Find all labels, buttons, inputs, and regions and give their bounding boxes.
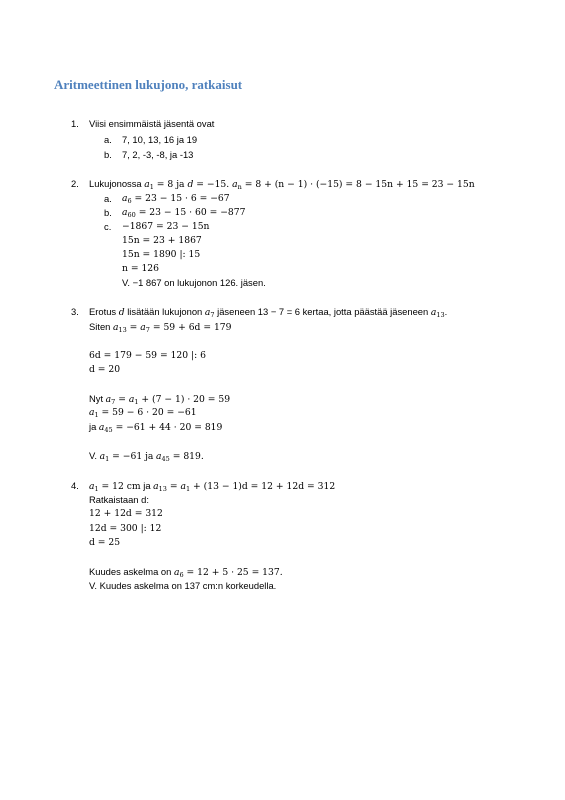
q3-l7b: = −61 + 44 · 20 = 819: [115, 422, 223, 433]
q2-c1: −1867 = 23 − 15n: [122, 221, 210, 232]
q1-b-label: b.: [104, 149, 112, 160]
q3-l1b: lisätään lukujonon: [127, 306, 203, 317]
q4-line1: $a_1 = 12$ cm ja $a_{13} = a_1 + (13 - 1)d = 12 + 12d = 312$: [89, 480, 336, 493]
q4-l1b: ja: [143, 480, 151, 491]
q3-l2b: = 59 + 6d = 179: [152, 322, 232, 333]
q3-line2: Siten $a_{13} = a_7 = 59 + 6d = 179$: [89, 321, 232, 334]
q4-l6b: = 12 + 5 · 25 = 137.: [186, 567, 283, 578]
q4-line7: V. Kuudes askelma on 137 cm:n korkeudella.: [89, 580, 277, 591]
q2-c4: n = 126: [122, 263, 159, 274]
q3-l8c: = 819.: [172, 451, 204, 462]
q1-text: Viisi ensimmäistä jäsentä ovat: [89, 118, 215, 129]
q2-b-label: b.: [104, 207, 112, 218]
q2-c5: V. −1 867 on lukujonon 126. jäsen.: [122, 277, 266, 288]
q2-given: $a_1 = 8$ ja d = −15. $a_n$: [144, 179, 242, 191]
q4-line2: Ratkaistaan d:: [89, 494, 149, 505]
q2-line: [89, 178, 475, 191]
q2-c2: 15n = 23 + 1867: [122, 235, 202, 246]
q3-l8b: = −61 ja: [112, 451, 154, 462]
page-title: Aritmeettinen lukujono, ratkaisut: [54, 77, 243, 92]
q2-a-line: $a_6 = 23 - 15 \cdot 6 = -67$: [122, 193, 230, 205]
q3-line1: Erotus d lisätään lukujonon $a_7$ jäseneen 13 − 7 = 6 kertaa, jotta päästää jäseneen $a_{13}$.: [89, 306, 448, 319]
q2-a-eq: = 23 − 15 · 6 = −67: [134, 193, 230, 204]
q1-number: 1.: [71, 118, 79, 129]
q2-formula: = 8 + (n − 1) · (−15) = 8 − 15n + 15 = 23 − 15n: [244, 179, 475, 190]
q4-line3: 12 + 12d = 312: [89, 508, 163, 519]
q3-l1c: jäseneen 13 − 7 = 6 kertaa, jotta päästää jäseneen: [217, 306, 429, 317]
q3-number: 3.: [71, 306, 79, 317]
q4-l6a: Kuudes askelma on: [89, 566, 172, 577]
q3-line8: V. $a_1 = -61$ ja $a_{45} = 819$.: [89, 450, 204, 463]
q1-a-label: a.: [104, 134, 112, 145]
q1-a-text: 7, 10, 13, 16 ja 19: [122, 134, 198, 145]
q3-l5b: + (7 − 1) · 20 = 59: [141, 394, 231, 405]
q2-c-label: c.: [104, 221, 112, 232]
q4-l1a: = 12 cm: [101, 481, 141, 492]
q3-line7: ja $a_{45} = -61 + 44 \cdot 20 = 819$: [89, 421, 223, 434]
q4-number: 4.: [71, 480, 79, 491]
q2-intro: Lukujonossa: [89, 178, 142, 189]
q3-a7: $a_7$: [204, 307, 215, 319]
q1-b-text: 7, 2, -3, -8, ja -13: [122, 149, 194, 160]
q4-line4: 12d = 300 |: 12: [89, 523, 162, 534]
q3-l8a: V.: [89, 450, 97, 461]
q3-l1a: Erotus: [89, 306, 117, 317]
q3-a13: $a_{13}$: [430, 307, 445, 319]
q2-number: 2.: [71, 178, 79, 189]
q4-line5: d = 25: [89, 537, 121, 548]
q3-d: d: [118, 307, 125, 318]
q3-l5a: Nyt: [89, 393, 104, 404]
q3-line6: $a_1 = 59 - 6 \cdot 20 = -61$: [89, 407, 197, 419]
q3-line5: Nyt $a_7 = a_1 + (7 - 1) \cdot 20 = 59$: [89, 393, 231, 406]
q2-c3: 15n = 1890 |: 15: [122, 249, 201, 260]
q3-line3: 6d = 179 − 59 = 120 |: 6: [89, 350, 206, 361]
q3-l6: = 59 − 6 · 20 = −61: [101, 407, 197, 418]
q3-line4: d = 20: [89, 364, 121, 375]
q4-l1c: + (13 − 1)d = 12 + 12d = 312: [193, 481, 336, 492]
q4-line6: Kuudes askelma on $a_6 = 12 + 5 \cdot 25 = 137$.: [89, 566, 283, 579]
q2-a-label: a.: [104, 193, 112, 204]
q2-b-eq: = 23 − 15 · 60 = −877: [138, 207, 246, 218]
q3-l7a: ja: [89, 421, 97, 432]
q2-b-line: $a_{60} = 23 - 15 \cdot 60 = -877$: [122, 207, 246, 219]
q3-l2a: Siten: [89, 321, 111, 332]
